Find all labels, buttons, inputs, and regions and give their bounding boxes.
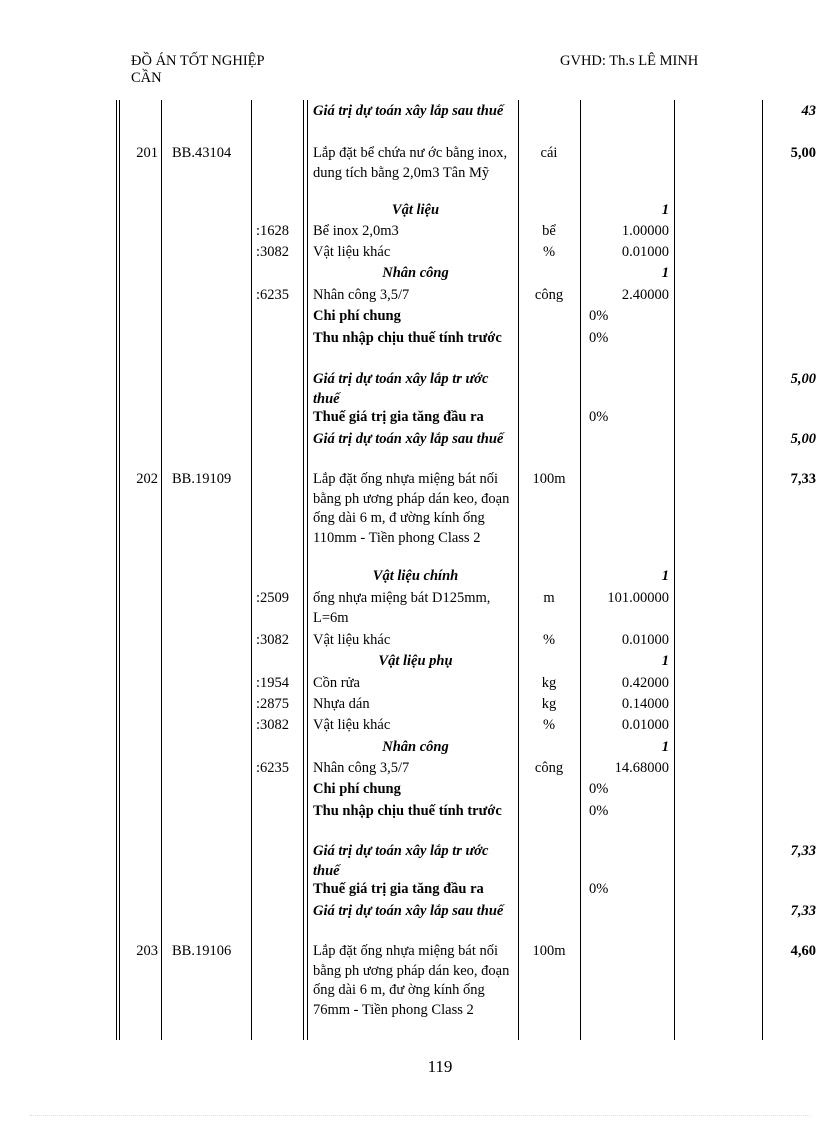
total-cell: 7,33 xyxy=(790,843,816,859)
unit-cell: cái xyxy=(540,145,558,161)
table-row xyxy=(0,942,816,1018)
item-description: Nhân công 3,5/7 xyxy=(313,287,410,303)
table-row xyxy=(0,286,816,307)
unit-cell: 100m xyxy=(532,943,566,959)
item-description: Vật liệu xyxy=(391,202,440,218)
item-description: Nhân công xyxy=(382,739,449,755)
quantity-cell: 1 xyxy=(661,739,669,755)
item-description: Lắp đặt bể chứa nư ớc bằng inox, dung tích bằng 2,0m3 Tân Mỹ xyxy=(313,145,508,181)
page-bottom-divider xyxy=(30,1115,810,1116)
unit-cell: 100m xyxy=(532,471,566,487)
table-row xyxy=(0,264,816,285)
item-description: Vật liệu khác xyxy=(313,717,391,733)
material-code: :3082 xyxy=(256,632,290,648)
quantity-cell: 1 xyxy=(661,653,669,669)
page-number: 119 xyxy=(427,1057,453,1076)
item-description: Vật liệu chính xyxy=(372,568,459,584)
item-description: Vật liệu khác xyxy=(313,632,391,648)
quantity-cell: 0.01000 xyxy=(621,632,669,648)
table-row xyxy=(0,780,816,801)
unit-cell: % xyxy=(542,244,556,260)
item-description: Chi phí chung xyxy=(313,781,401,797)
item-description: Thu nhập chịu thuế tính trước xyxy=(313,330,502,346)
item-description: Thuế giá trị gia tăng đầu ra xyxy=(313,881,484,897)
material-code: :2875 xyxy=(256,696,290,712)
table-row xyxy=(0,716,816,737)
unit-cell: % xyxy=(542,632,556,648)
work-code: BB.19106 xyxy=(172,943,232,959)
total-cell: 5,00 xyxy=(790,431,816,447)
table-row xyxy=(0,470,816,546)
quantity-cell: 0.42000 xyxy=(621,675,669,691)
work-code: BB.43104 xyxy=(172,145,232,161)
table-row xyxy=(0,631,816,652)
table-row xyxy=(0,329,816,350)
percent-cell: 0% xyxy=(589,308,609,324)
table-row xyxy=(0,222,816,243)
unit-cell: % xyxy=(542,717,556,733)
table-row xyxy=(0,759,816,780)
table-row xyxy=(0,430,816,451)
quantity-cell: 1 xyxy=(661,568,669,584)
item-description: Giá trị dự toán xây lắp sau thuế xyxy=(313,431,504,447)
item-description: Lắp đặt ống nhựa miệng bát nối bằng ph ương pháp dán keo, đoạn ống dài 6 m, đ ường kính ống 110mm - Tiền phong Class 2 xyxy=(313,471,510,546)
table-row xyxy=(0,370,816,407)
percent-cell: 0% xyxy=(589,330,609,346)
material-code: :3082 xyxy=(256,244,290,260)
unit-cell: công xyxy=(534,760,564,776)
item-description: Thu nhập chịu thuế tính trước xyxy=(313,803,502,819)
table-row xyxy=(0,652,816,673)
row-index: 203 xyxy=(136,943,158,959)
table-row xyxy=(0,802,816,823)
percent-cell: 0% xyxy=(589,781,609,797)
item-description: Lắp đặt ống nhựa miệng bát nối bằng ph ương pháp dán keo, đoạn ống dài 6 m, đư ờng kính ống 76mm - Tiền phong Class 2 xyxy=(313,943,510,1018)
total-cell: 7,33 xyxy=(790,903,816,919)
header-right-advisor: GVHD: Th.s LÊ MINH xyxy=(560,53,699,69)
total-cell: 43 xyxy=(801,103,816,119)
total-cell: 5,00 xyxy=(790,371,816,387)
percent-cell: 0% xyxy=(589,409,609,425)
quantity-cell: 0.01000 xyxy=(621,717,669,733)
unit-cell: m xyxy=(543,590,555,606)
total-cell: 4,60 xyxy=(790,943,816,959)
quantity-cell: 14.68000 xyxy=(614,760,669,776)
material-code: :6235 xyxy=(256,287,290,303)
material-code: :1628 xyxy=(256,223,290,239)
item-description: Nhân công 3,5/7 xyxy=(313,760,410,776)
item-description: Nhân công xyxy=(382,265,449,281)
table-row xyxy=(0,102,816,123)
percent-cell: 0% xyxy=(589,881,609,897)
table-row xyxy=(0,902,816,923)
material-code: :3082 xyxy=(256,717,290,733)
item-description: Chi phí chung xyxy=(313,308,401,324)
work-code: BB.19109 xyxy=(172,471,232,487)
quantity-cell: 101.00000 xyxy=(607,590,669,606)
unit-cell: kg xyxy=(541,696,557,712)
total-cell: 7,33 xyxy=(790,471,816,487)
table-row xyxy=(0,695,816,716)
table-row xyxy=(0,842,816,879)
table-row xyxy=(0,307,816,328)
item-description: Thuế giá trị gia tăng đầu ra xyxy=(313,409,484,425)
table-row xyxy=(0,674,816,695)
quantity-cell: 0.01000 xyxy=(621,244,669,260)
row-index: 201 xyxy=(136,145,158,161)
item-description: Cồn rửa xyxy=(313,675,360,691)
item-description: Vật liệu phụ xyxy=(378,653,453,669)
item-description: Vật liệu khác xyxy=(313,244,391,260)
row-index: 202 xyxy=(136,471,158,487)
total-cell: 5,00 xyxy=(790,145,816,161)
unit-cell: công xyxy=(534,287,564,303)
quantity-cell: 2.40000 xyxy=(621,287,669,303)
item-description: Giá trị dự toán xây lắp sau thuế xyxy=(313,103,504,119)
table-row xyxy=(0,243,816,264)
percent-cell: 0% xyxy=(589,803,609,819)
header-left-title: ĐỒ ÁN TỐT NGHIỆP CẦN xyxy=(131,53,265,86)
quantity-cell: 1 xyxy=(661,265,669,281)
quantity-cell: 1 xyxy=(661,202,669,218)
table-row xyxy=(0,144,816,181)
material-code: :6235 xyxy=(256,760,290,776)
item-description: Giá trị dự toán xây lắp tr ước thuế xyxy=(313,371,489,407)
material-code: :1954 xyxy=(256,675,290,691)
item-description: Bể inox 2,0m3 xyxy=(313,223,399,239)
item-description: Giá trị dự toán xây lắp tr ước thuế xyxy=(313,843,489,879)
unit-cell: kg xyxy=(541,675,557,691)
table-row xyxy=(0,567,816,588)
quantity-cell: 0.14000 xyxy=(621,696,669,712)
table-row xyxy=(0,408,816,429)
material-code: :2509 xyxy=(256,590,290,606)
item-description: Giá trị dự toán xây lắp sau thuế xyxy=(313,903,504,919)
table-row xyxy=(0,589,816,626)
unit-cell: bể xyxy=(542,223,556,239)
table-row xyxy=(0,738,816,759)
table-row xyxy=(0,880,816,901)
item-description: ống nhựa miệng bát D125mm, L=6m xyxy=(313,590,491,626)
item-description: Nhựa dán xyxy=(313,696,370,712)
quantity-cell: 1.00000 xyxy=(621,223,669,239)
table-row xyxy=(0,201,816,222)
